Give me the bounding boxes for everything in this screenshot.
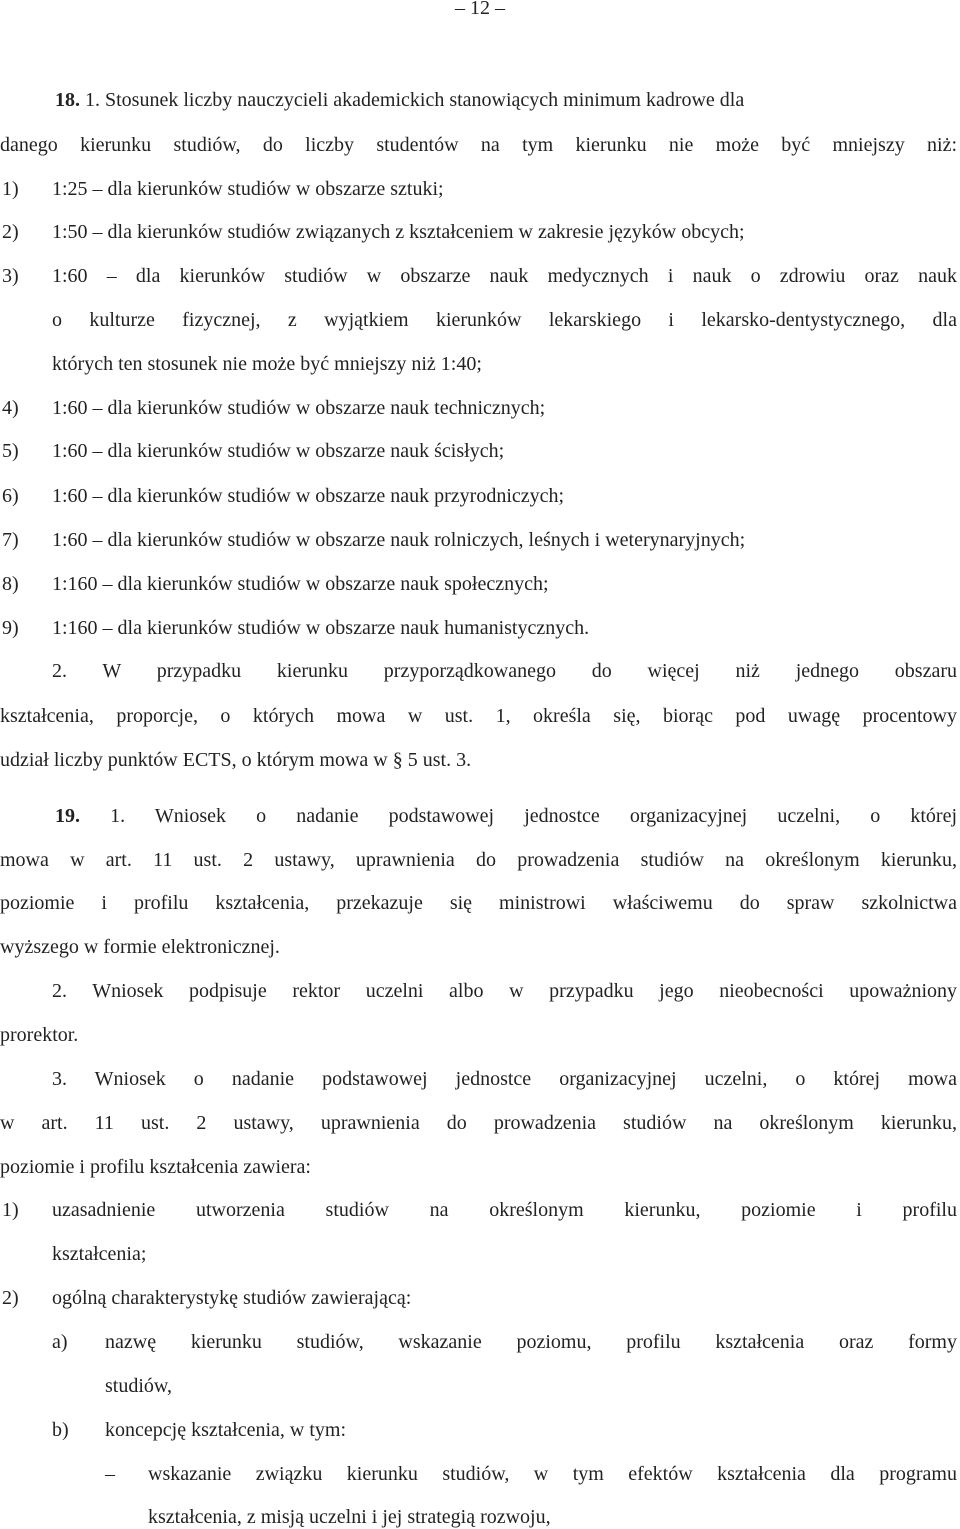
sub-item-text: koncepcję kształcenia, w tym:	[105, 1419, 347, 1441]
page-number: – 12 –	[455, 0, 505, 19]
list-item-text: 1:60 – dla kierunków studiów w obszarze nauk ścisłych;	[52, 440, 505, 462]
list-item-number: 4)	[2, 397, 19, 419]
list-item-text-continued: o kulturze fizycznej, z wyjątkiem kierunków lekarskiego i lekarsko-dentystycznego, dla	[52, 309, 957, 331]
paragraph-text-line: 2. Wniosek podpisuje rektor uczelni albo w przypadku jego nieobecności upoważniony	[52, 980, 957, 1002]
sub-item-letter: a)	[52, 1331, 68, 1353]
paragraph-text-line: wyższego w formie elektronicznej.	[0, 936, 280, 958]
paragraph-text-line: poziomie i profilu kształcenia zawiera:	[0, 1156, 311, 1178]
list-item-text: 1:60 – dla kierunków studiów w obszarze nauk przyrodniczych;	[52, 485, 565, 507]
list-item-number: 2)	[2, 221, 19, 243]
paragraph-text-line: 2. W przypadku kierunku przyporządkowanego do więcej niż jednego obszaru	[52, 660, 957, 682]
list-item-text: ogólną charakterystykę studiów zawierającą:	[52, 1287, 412, 1309]
paragraph-text-line: prorektor.	[0, 1024, 79, 1046]
list-item-text: 1:160 – dla kierunków studiów w obszarze nauk humanistycznych.	[52, 617, 590, 639]
list-item-number: 1)	[2, 178, 19, 200]
paragraph-text-line: udział liczby punktów ECTS, o którym mowa w § 5 ust. 3.	[0, 749, 472, 771]
sub-item-letter: b)	[52, 1419, 69, 1441]
list-item-text: 1:160 – dla kierunków studiów w obszarze nauk społecznych;	[52, 573, 549, 595]
paragraph-18-first-line	[55, 88, 744, 112]
list-item-number: 3)	[2, 265, 19, 287]
paragraph-number: 18.	[55, 89, 80, 111]
list-item-number: 5)	[2, 440, 19, 462]
paragraph-text: 1. Wniosek o nadanie podstawowej jednostce organizacyjnej uczelni, o której	[110, 805, 958, 827]
paragraph-text-line: poziomie i profilu kształcenia, przekazuje się ministrowi właściwemu do spraw szkolnictwa	[0, 892, 957, 914]
list-item-text-continued: których ten stosunek nie może być mniejszy niż 1:40;	[52, 353, 482, 375]
list-item-number: 2)	[2, 1287, 19, 1309]
paragraph-text-line: danego kierunku studiów, do liczby studentów na tym kierunku nie może być mniejszy niż:	[0, 134, 957, 156]
list-item-text-continued: kształcenia;	[52, 1243, 147, 1265]
list-item-number: 6)	[2, 485, 19, 507]
paragraph-text-line: kształcenia, proporcje, o których mowa w ust. 1, określa się, biorąc pod uwagę procentowy	[0, 705, 957, 727]
paragraph-text-line: w art. 11 ust. 2 ustawy, uprawnienia do prowadzenia studiów na określonym kierunku,	[0, 1112, 957, 1134]
paragraph-text-line: mowa w art. 11 ust. 2 ustawy, uprawnienia do prowadzenia studiów na określonym kierunku,	[0, 849, 957, 871]
sub-item-text: nazwę kierunku studiów, wskazanie poziomu, profilu kształcenia oraz formy	[105, 1331, 957, 1353]
list-item-text: 1:25 – dla kierunków studiów w obszarze sztuki;	[52, 178, 444, 200]
dash-bullet: –	[105, 1463, 115, 1485]
dash-item-text: wskazanie związku kierunku studiów, w tym efektów kształcenia dla programu	[148, 1463, 957, 1485]
list-item-text: 1:60 – dla kierunków studiów w obszarze nauk rolniczych, leśnych i weterynaryjnych;	[52, 529, 746, 551]
list-item-number: 9)	[2, 617, 19, 639]
paragraph-text-line: 3. Wniosek o nadanie podstawowej jednostce organizacyjnej uczelni, o której mowa	[52, 1068, 957, 1090]
list-item-text: 1:60 – dla kierunków studiów w obszarze nauk medycznych i nauk o zdrowiu oraz nauk	[52, 265, 957, 287]
paragraph-number: 19.	[55, 805, 80, 827]
list-item-number: 1)	[2, 1199, 19, 1221]
list-item-text: uzasadnienie utworzenia studiów na określonym kierunku, poziomie i profilu	[52, 1199, 957, 1221]
dash-item-text-continued: kształcenia, z misją uczelni i jej strategią rozwoju,	[148, 1506, 551, 1528]
list-item-number: 7)	[2, 529, 19, 551]
paragraph-19-first-line	[55, 804, 957, 828]
list-item-text: 1:60 – dla kierunków studiów w obszarze nauk technicznych;	[52, 397, 546, 419]
list-item-number: 8)	[2, 573, 19, 595]
list-item-text: 1:50 – dla kierunków studiów związanych z kształceniem w zakresie języków obcych;	[52, 221, 745, 243]
paragraph-text: 1. Stosunek liczby nauczycieli akademickich stanowiących minimum kadrowe dla	[85, 89, 745, 111]
sub-item-text-continued: studiów,	[105, 1375, 173, 1397]
